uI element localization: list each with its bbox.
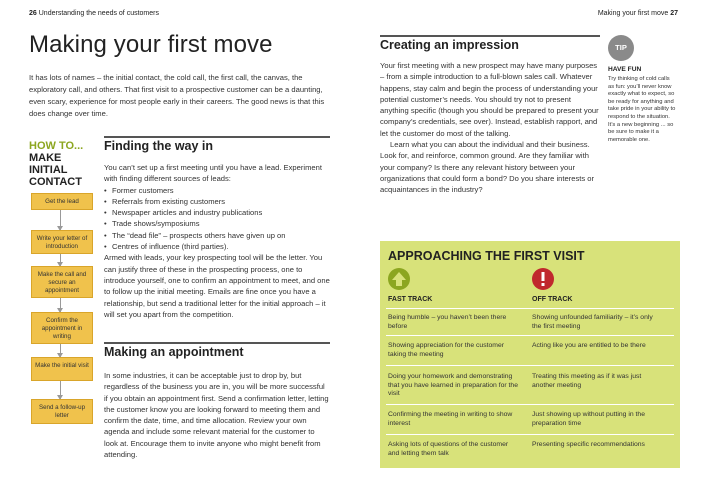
table-cell: Asking lots of questions of the customer and letting them talk: [388, 441, 509, 457]
list-item: • Referrals from existing customers: [104, 196, 226, 206]
appointment-body: In some industries, it can be acceptable just to drop by, but regardless of the business you are in, you will be more successful if you obtain an appointment first. Send a confirmation letter, letting the customer know you are looking forward to meeting them and confirm the date, time, and time allocation. Review your own agenda and include some relevant material for the customer to look at. Encourage them to invite anyone who might benefit from attending.: [104, 371, 329, 460]
impression-paragraph-1: Your first meeting with a new prospect may have many purposes – from a simple introduction to a full-blown sales call. Whatever happens, stay calm and begin the process of understanding your potential customer’s needs. You should try not to present anything specific (though you should be prepared to present your company’s credentials, see over). Instead, establish rapport, and let the customer do most of the talking.: [380, 61, 599, 138]
flow-step-4: Confirm the appointment in writing: [31, 312, 93, 344]
flow-arrow: [60, 210, 61, 230]
impression-paragraph-2: Learn what you can about the individual and their business. Look for, and reinforce, common ground. Are they familiar with your company? Is there any relevant history between your organizations that could form a bond? Do you share interests or acquaintances in the industry?: [380, 140, 595, 195]
table-cell: Showing unfounded familiarity – it’s only the first meeting: [532, 314, 653, 330]
appointment-heading: Making an appointment: [104, 345, 244, 359]
table-cell: Being humble – you haven’t been there before: [388, 314, 507, 330]
how-to-heading: [29, 140, 99, 188]
intro-paragraph: It has lots of names – the initial contact, the cold call, the first call, the canvas, the exploratory call, and others. That first visit to a prospective customer can be a daunting, even scary, experience for most people early in their careers. The good news is that this does change over time.: [29, 73, 325, 118]
running-head-left: [29, 10, 159, 17]
list-item: • Centres of influence (third parties).: [104, 242, 229, 252]
finding-section: [104, 162, 330, 320]
row-divider: [386, 365, 674, 366]
tip-heading: HAVE FUN: [608, 66, 642, 73]
list-item: • The “dead file” – prospects others have given up on: [104, 230, 286, 240]
first-visit-table: [380, 241, 680, 468]
finding-intro: You can’t set up a first meeting until you have a lead. Experiment with finding different sources of leads:: [104, 163, 322, 184]
impression-section: [380, 60, 600, 196]
page-number-left: 26: [29, 10, 37, 17]
flow-step-3: Make the call and secure an appointment: [31, 266, 93, 298]
table-cell: Confirming the meeting in writing to show interest: [388, 411, 513, 427]
section-rule: [104, 136, 330, 138]
page-title: Making your first move: [29, 31, 273, 58]
row-divider: [386, 434, 674, 435]
running-head-left-text: Understanding the needs of customers: [38, 10, 159, 17]
col-header-off-track: OFF TRACK: [532, 296, 573, 303]
list-item: • Trade shows/symposiums: [104, 219, 200, 229]
how-to-line-2: MAKE: [29, 152, 62, 164]
how-to-line-3: INITIAL: [29, 164, 68, 176]
tip-badge: TIP: [608, 35, 634, 61]
table-cell: Treating this meeting as if it was just another meeting: [532, 373, 642, 389]
flow-arrow: [60, 298, 61, 312]
finding-body: Armed with leads, your key prospecting tool will be the letter. You can justify three of these in the prospecting process, one to introduce yourself, one to confirm an appointment to meet, and one to follow up the initial meeting. Emails are fine once you have a relationship, but send a traditional letter for the initial approach – it will set you apart from the competition.: [104, 253, 330, 319]
table-cell: Presenting specific recommendations: [532, 441, 645, 448]
tip-body: Try thinking of cold calls as fun: you’ll never know exactly what to expect, so be ready for anything and take pride in your ability to respond to the situation. It’s a new beginning ... so be sure to make it a memorable one.: [608, 76, 676, 143]
flow-step-6: Send a follow-up letter: [31, 399, 93, 424]
flow-step-5: Make the initial visit: [31, 357, 93, 381]
bullet-text: Centres of influence (third parties).: [112, 242, 229, 252]
bullet-text: Former customers: [112, 185, 174, 195]
exclamation-icon: [532, 268, 554, 290]
how-to-label: HOW TO...: [29, 140, 84, 152]
how-to-line-4: CONTACT: [29, 176, 82, 188]
table-cell: Just showing up without putting in the preparation time: [532, 411, 645, 427]
running-head-right: [598, 10, 678, 17]
impression-heading: Creating an impression: [380, 38, 519, 52]
table-cell: Showing appreciation for the customer taking the meeting: [388, 342, 504, 358]
section-rule: [380, 35, 600, 37]
arrow-up-icon: [388, 268, 410, 290]
list-item: • Newspaper articles and industry publications: [104, 208, 263, 218]
list-item: • Former customers: [104, 185, 174, 195]
running-head-right-text: Making your first move: [597, 10, 669, 17]
row-divider: [386, 308, 674, 309]
col-header-fast-track: FAST TRACK: [388, 296, 433, 303]
flow-arrow: [60, 254, 61, 266]
flow-arrow: [60, 344, 61, 357]
bullet-text: Newspaper articles and industry publications: [112, 208, 263, 218]
bullet-text: Referrals from existing customers: [112, 196, 226, 206]
bullet-text: The “dead file” – prospects others have given up on: [112, 230, 286, 240]
table-title: APPROACHING THE FIRST VISIT: [388, 249, 585, 263]
section-rule: [104, 342, 330, 344]
row-divider: [386, 335, 674, 336]
finding-heading: Finding the way in: [104, 139, 214, 153]
table-cell: Doing your homework and demonstrating that you have learned in preparation for the visit: [388, 373, 518, 398]
page-number-right: 27: [670, 10, 678, 17]
bullet-text: Trade shows/symposiums: [112, 219, 200, 229]
flow-step-1: Get the lead: [31, 193, 93, 210]
table-cell: Acting like you are entitled to be there: [532, 342, 646, 349]
row-divider: [386, 404, 674, 405]
flow-arrow: [60, 381, 61, 399]
flow-step-2: Write your letter of introduction: [31, 230, 93, 254]
